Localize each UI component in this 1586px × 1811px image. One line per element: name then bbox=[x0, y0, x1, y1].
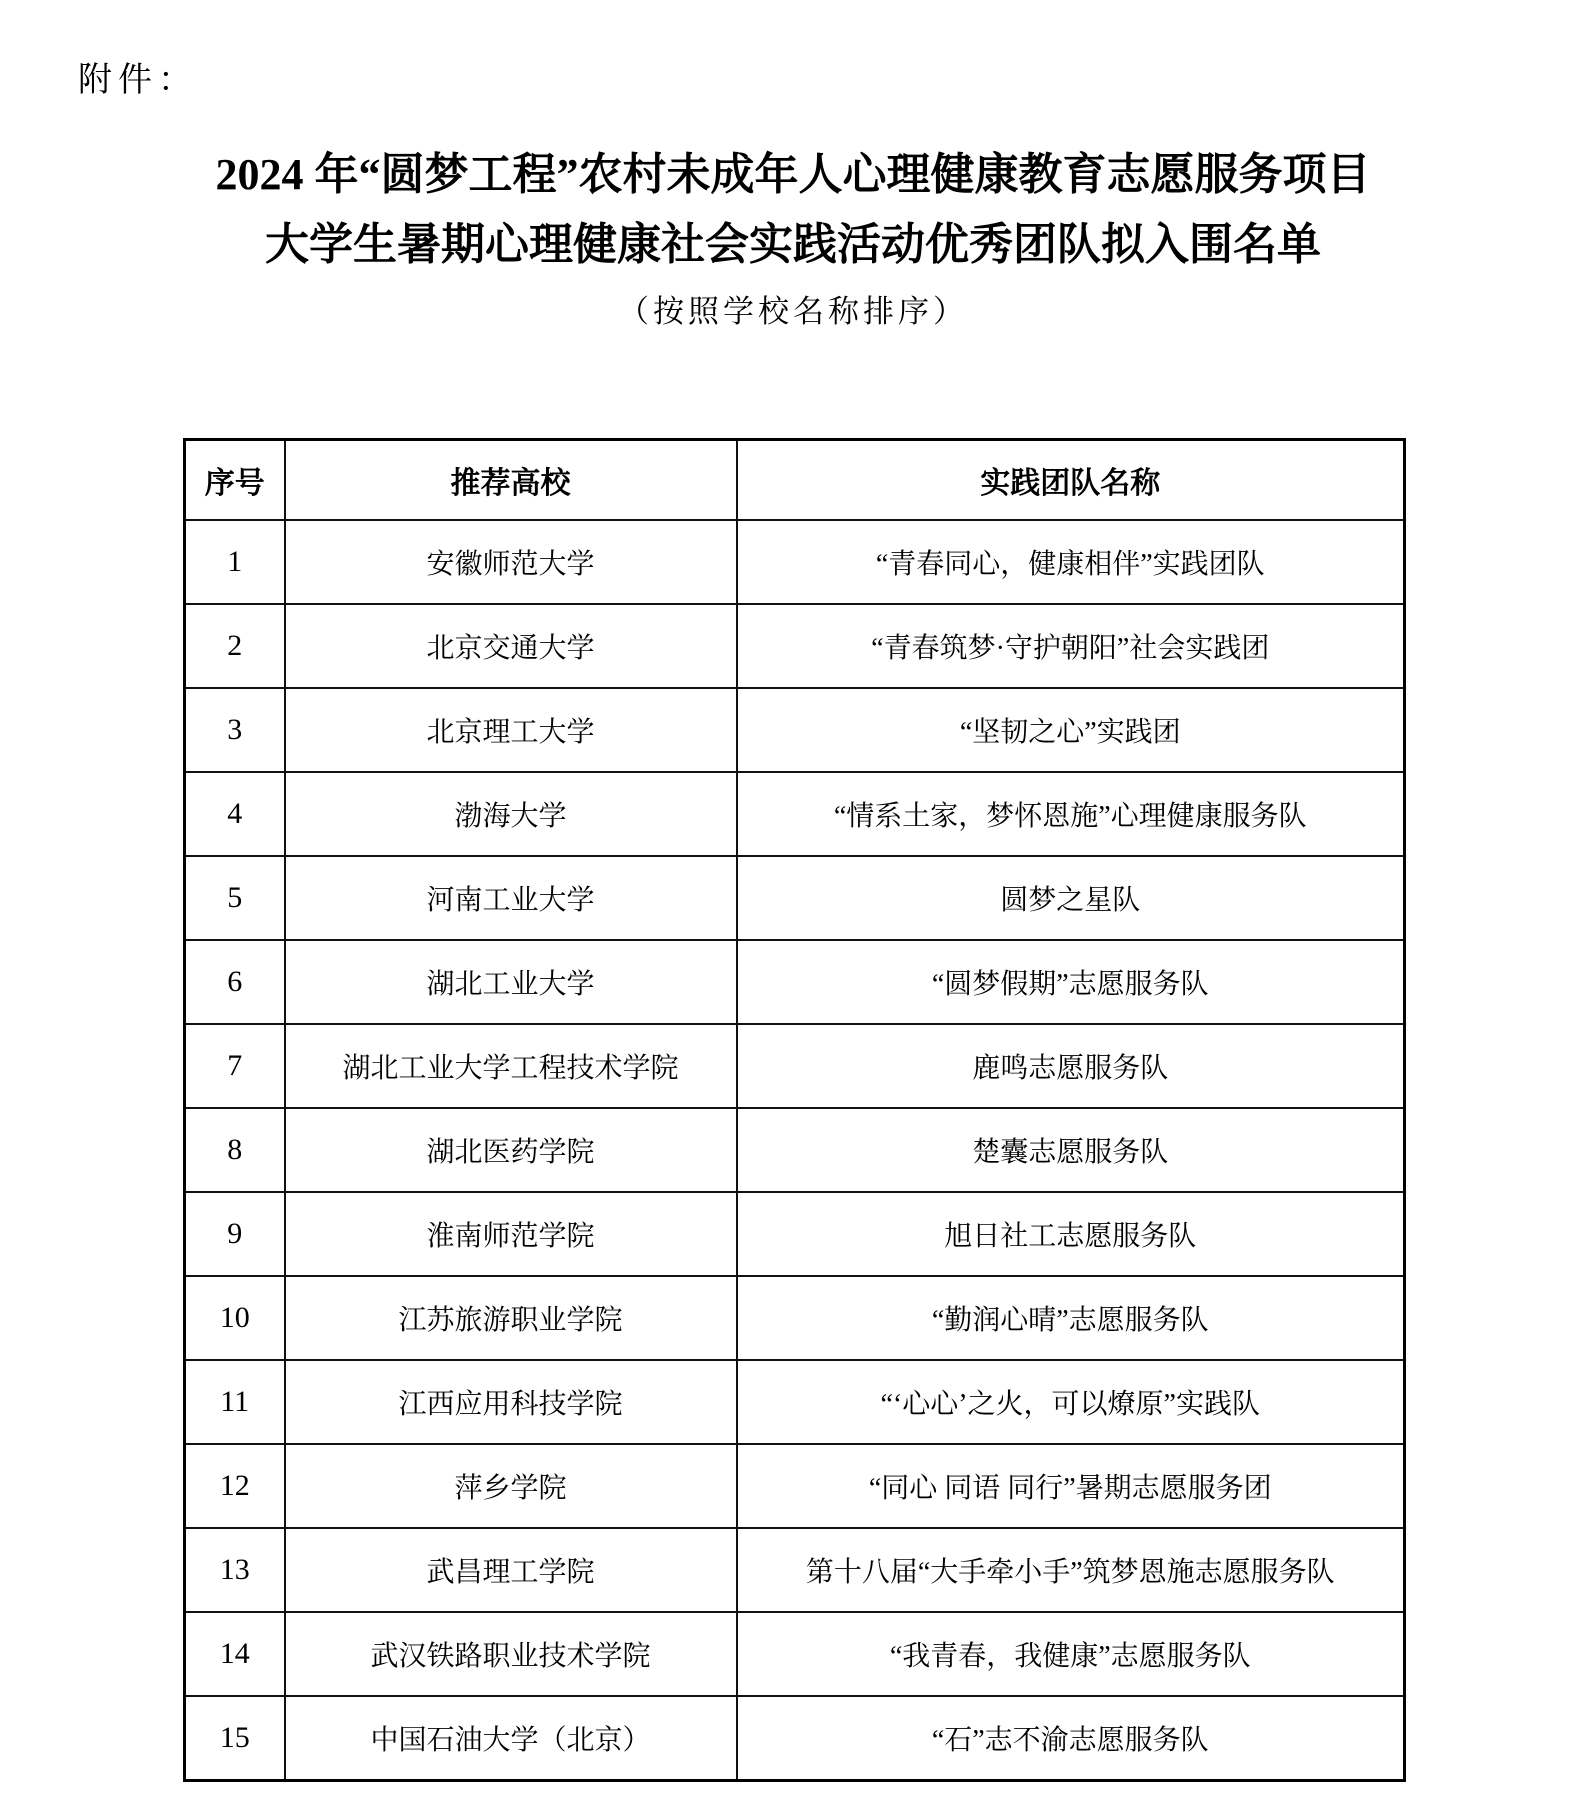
column-header-index: 序号 bbox=[185, 440, 285, 521]
document-title-line1: 2024 年“圆梦工程”农村未成年人心理健康教育志愿服务项目 bbox=[215, 150, 1371, 199]
table-row bbox=[185, 1696, 1405, 1781]
table-row bbox=[185, 1024, 1405, 1108]
row-number-cell: 2 bbox=[185, 604, 285, 688]
table-row bbox=[185, 1444, 1405, 1528]
team-name-cell: 圆梦之星队 bbox=[737, 856, 1405, 940]
university-cell: 萍乡学院 bbox=[285, 1444, 737, 1528]
row-number-cell: 12 bbox=[185, 1444, 285, 1528]
university-cell: 河南工业大学 bbox=[285, 856, 737, 940]
university-cell: 安徽师范大学 bbox=[285, 520, 737, 604]
team-name-cell: 鹿鸣志愿服务队 bbox=[737, 1024, 1405, 1108]
row-number-cell: 10 bbox=[185, 1276, 285, 1360]
university-cell: 湖北医药学院 bbox=[285, 1108, 737, 1192]
university-cell: 湖北工业大学工程技术学院 bbox=[285, 1024, 737, 1108]
team-name-cell: “坚韧之心”实践团 bbox=[737, 688, 1405, 772]
row-number-cell: 8 bbox=[185, 1108, 285, 1192]
table-row bbox=[185, 940, 1405, 1024]
university-cell: 中国石油大学（北京） bbox=[285, 1696, 737, 1781]
teams-roster-table bbox=[183, 438, 1406, 1782]
university-cell: 武汉铁路职业技术学院 bbox=[285, 1612, 737, 1696]
column-header-team-name: 实践团队名称 bbox=[737, 440, 1405, 521]
document-title-line2: 大学生暑期心理健康社会实践活动优秀团队拟入围名单 bbox=[265, 220, 1321, 269]
team-name-cell: 楚囊志愿服务队 bbox=[737, 1108, 1405, 1192]
team-name-cell: “青春筑梦·守护朝阳”社会实践团 bbox=[737, 604, 1405, 688]
row-number-cell: 11 bbox=[185, 1360, 285, 1444]
university-cell: 江西应用科技学院 bbox=[285, 1360, 737, 1444]
table-row bbox=[185, 604, 1405, 688]
document-subtitle: （按照学校名称排序） bbox=[618, 294, 968, 329]
column-header-university: 推荐高校 bbox=[285, 440, 737, 521]
table-row bbox=[185, 856, 1405, 940]
table-row bbox=[185, 1612, 1405, 1696]
table-row bbox=[185, 1192, 1405, 1276]
team-name-cell: 第十八届“大手牵小手”筑梦恩施志愿服务队 bbox=[737, 1528, 1405, 1612]
team-name-cell: “我青春，我健康”志愿服务队 bbox=[737, 1612, 1405, 1696]
table-row bbox=[185, 1528, 1405, 1612]
team-name-cell: “情系土家，梦怀恩施”心理健康服务队 bbox=[737, 772, 1405, 856]
row-number-cell: 14 bbox=[185, 1612, 285, 1696]
row-number-cell: 6 bbox=[185, 940, 285, 1024]
table-row bbox=[185, 772, 1405, 856]
row-number-cell: 13 bbox=[185, 1528, 285, 1612]
table-row bbox=[185, 1276, 1405, 1360]
team-name-cell: “‘心心’之火，可以燎原”实践队 bbox=[737, 1360, 1405, 1444]
team-name-cell: “同心 同语 同行”暑期志愿服务团 bbox=[737, 1444, 1405, 1528]
university-cell: 江苏旅游职业学院 bbox=[285, 1276, 737, 1360]
row-number-cell: 1 bbox=[185, 520, 285, 604]
team-name-cell: 旭日社工志愿服务队 bbox=[737, 1192, 1405, 1276]
team-name-cell: “圆梦假期”志愿服务队 bbox=[737, 940, 1405, 1024]
table-row bbox=[185, 520, 1405, 604]
row-number-cell: 7 bbox=[185, 1024, 285, 1108]
row-number-cell: 15 bbox=[185, 1696, 285, 1781]
university-cell: 北京理工大学 bbox=[285, 688, 737, 772]
team-name-cell: “青春同心，健康相伴”实践团队 bbox=[737, 520, 1405, 604]
row-number-cell: 9 bbox=[185, 1192, 285, 1276]
university-cell: 武昌理工学院 bbox=[285, 1528, 737, 1612]
table-row bbox=[185, 1108, 1405, 1192]
university-cell: 湖北工业大学 bbox=[285, 940, 737, 1024]
row-number-cell: 5 bbox=[185, 856, 285, 940]
team-name-cell: “勤润心晴”志愿服务队 bbox=[737, 1276, 1405, 1360]
row-number-cell: 3 bbox=[185, 688, 285, 772]
university-cell: 渤海大学 bbox=[285, 772, 737, 856]
row-number-cell: 4 bbox=[185, 772, 285, 856]
table-row bbox=[185, 1360, 1405, 1444]
university-cell: 北京交通大学 bbox=[285, 604, 737, 688]
attachment-label: 附件： bbox=[78, 62, 198, 99]
table-header-row bbox=[185, 440, 1405, 521]
university-cell: 淮南师范学院 bbox=[285, 1192, 737, 1276]
table-row bbox=[185, 688, 1405, 772]
team-name-cell: “石”志不渝志愿服务队 bbox=[737, 1696, 1405, 1781]
